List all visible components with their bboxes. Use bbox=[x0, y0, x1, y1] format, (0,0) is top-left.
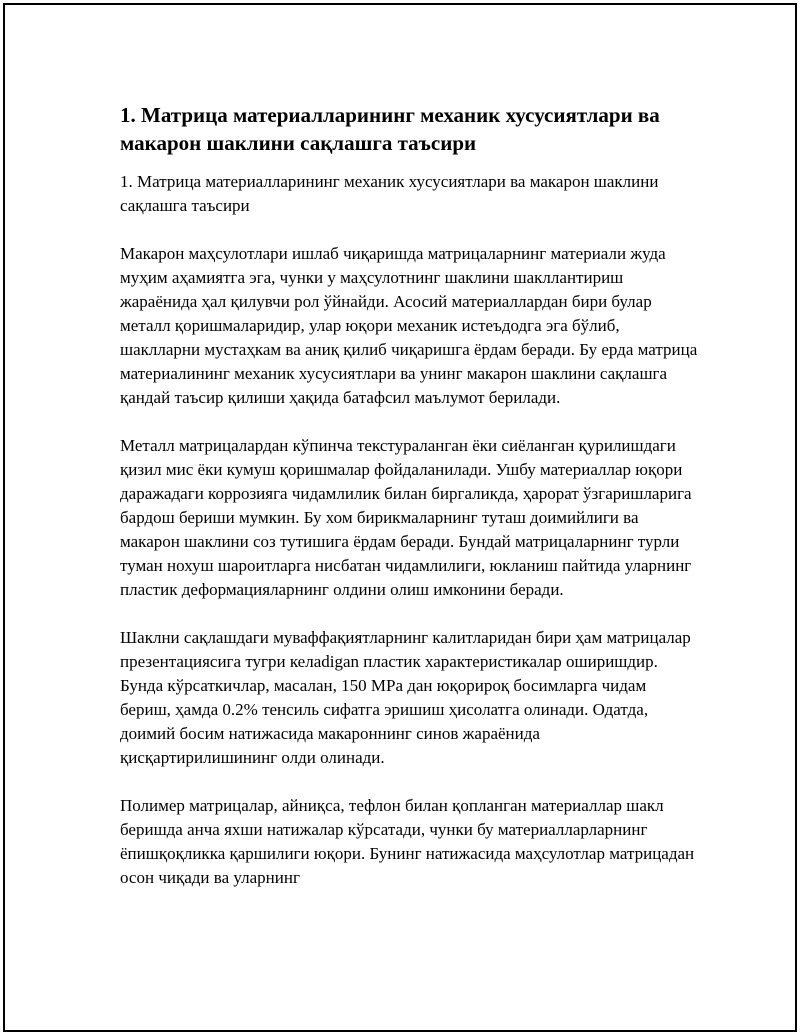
document-subtitle: 1. Матрица материалларининг механик хусусиятлари ва макарон шаклини сақлашга таъсири bbox=[120, 172, 659, 215]
paragraph-4: Полимер матрицалар, айниқса, тефлон билан қопланган материаллар шакл беришда анча яхши натижалар кўрсатади, чунки бу материалларларнинг ёпишқоқликка қаршилиги юқори. Бунинг натижасида маҳсулотлар матрицадан осон чиқади ва уларнинг bbox=[120, 796, 695, 887]
paragraph-3: Шаклни сақлашдаги муваффақиятларнинг калитларидан бири ҳам матрицалар презентациясига тугри келadigan пластик характеристикалар оширишдир. Бунда кўрсаткичлар, масалан, 150 MPa дан юқорироқ босимларга чидам бериш, ҳамда 0.2% тенсиль сифатга эришиш ҳисолатга олинади. Одатда, доимий босим натижасида макароннинг синов жараёнида қисқартирилишининг олди олинади. bbox=[120, 628, 691, 767]
document-title: 1. Матрица материалларининг механик хусусиятлари ва макарон шаклини сақлашга таъсири bbox=[120, 103, 660, 155]
document-content bbox=[120, 101, 700, 890]
paragraph-1: Макарон маҳсулотлари ишлаб чиқаришда матрицаларнинг материали жуда муҳим аҳамиятга эга, чунки у маҳсулотнинг шаклини шакллантириш жараёнида ҳал қилувчи рол ўйнайди. Асосий материаллардан бири булар металл қоришмаларидир, улар юқори механик истеъдодга эга бўлиб, шаклларни мустаҳкам ва аниқ қилиб чиқаришга ёрдам беради. Бу ерда матрица материалининг механик хусусиятлари ва унинг макарон шаклини сақлашга қандай таъсир қилиши ҳақида батафсил маълумот берилади. bbox=[120, 244, 698, 407]
paragraph-2: Металл матрицалардан кўпинча текстураланган ёки сиёланган қурилишдаги қизил мис ёки кумуш қоришмалар фойдаланилади. Ушбу материаллар юқори даражадаги коррозияга чидамлилик билан биргаликда, ҳарорат ўзгаришларига бардош бериши мумкин. Бу хом бирикмаларнинг туташ доимийлиги ва макарон шаклини соз тутишига ёрдам беради. Бундай матрицаларнинг турли туман нохуш шароитларга нисбатан чидамлилиги, юкланиш пайтида уларнинг пластик деформацияларнинг олдини олиш имконини беради. bbox=[120, 436, 692, 599]
document-page bbox=[3, 3, 797, 1032]
